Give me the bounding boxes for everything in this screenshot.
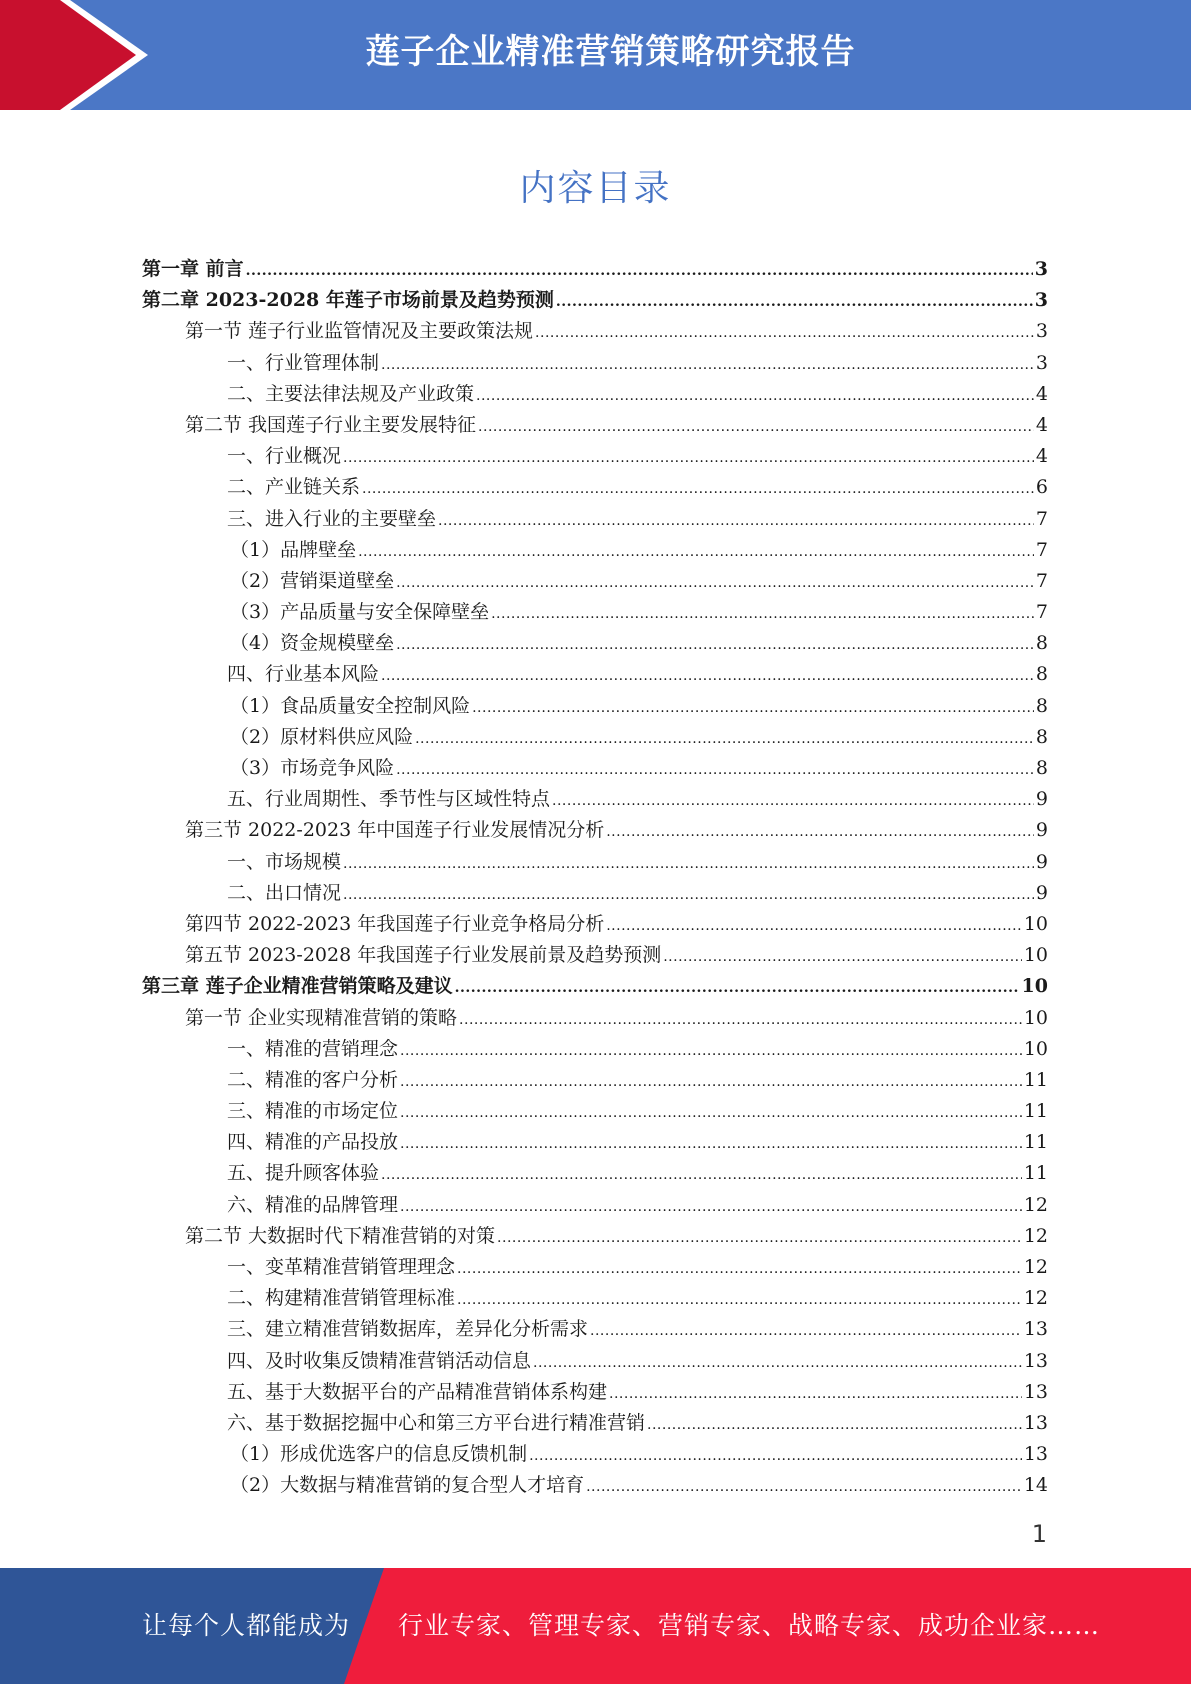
toc-entry-title: （1）食品质量安全控制风险 (230, 694, 471, 717)
toc-entry-title: 第五节 2023-2028 年我国莲子行业发展前景及趋势预测 (185, 944, 662, 967)
dot-leader (609, 1386, 1022, 1402)
toc-entry-title: 第一节 莲子行业监管情况及主要政策法规 (185, 320, 534, 343)
toc-entry-title: 二、构建精准营销管理标准 (227, 1287, 456, 1310)
toc-entry-page: 10 (1023, 1037, 1048, 1060)
toc-entry-page: 6 (1035, 476, 1048, 499)
toc-entry[interactable] (142, 285, 1048, 316)
toc-entry[interactable] (142, 878, 1048, 909)
footer-slogan-right: 行业专家、管理专家、营销专家、战略专家、成功企业家…… (398, 1611, 1101, 1640)
toc-entry-page: 3 (1034, 289, 1048, 312)
dot-leader (246, 263, 1033, 279)
dot-leader (556, 294, 1033, 310)
toc-entry-title: 三、精准的市场定位 (227, 1100, 399, 1123)
toc-entry-title: 第二节 大数据时代下精准营销的对策 (185, 1224, 496, 1247)
toc-entry-title: 五、行业周期性、季节性与区域性特点 (227, 788, 551, 811)
toc-entry[interactable] (142, 1158, 1048, 1189)
toc-entry[interactable] (142, 472, 1048, 503)
dot-leader (381, 668, 1034, 684)
toc-entry-title: 二、产业链关系 (227, 476, 361, 499)
toc-entry-title: 五、基于大数据平台的产品精准营销体系构建 (227, 1380, 608, 1403)
toc-entry[interactable] (142, 1034, 1048, 1065)
toc-entry[interactable] (142, 1065, 1048, 1096)
toc-entry-title: （2）大数据与精准营销的复合型人才培育 (230, 1474, 585, 1497)
toc-entry-title: 一、市场规模 (227, 850, 342, 873)
table-of-contents (142, 254, 1048, 1502)
toc-entry-page: 3 (1035, 351, 1048, 374)
toc-entry[interactable] (142, 1221, 1048, 1252)
dot-leader (343, 450, 1034, 466)
toc-entry-title: 第三节 2022-2023 年中国莲子行业发展情况分析 (185, 819, 605, 842)
toc-entry[interactable] (142, 1127, 1048, 1158)
dot-leader (400, 1043, 1022, 1059)
toc-entry-title: 一、行业概况 (227, 445, 342, 468)
toc-entry-title: 六、基于数据挖掘中心和第三方平台进行精准营销 (227, 1411, 646, 1434)
toc-entry[interactable] (142, 1190, 1048, 1221)
toc-entry-title: （3）市场竞争风险 (230, 757, 395, 779)
toc-entry[interactable] (142, 909, 1048, 940)
toc-entry-page: 11 (1023, 1068, 1048, 1091)
toc-entry[interactable] (142, 1314, 1048, 1345)
toc-entry-page: 11 (1023, 1162, 1048, 1185)
header-banner (0, 0, 1191, 110)
dot-leader (438, 513, 1034, 529)
toc-entry-page: 7 (1035, 538, 1048, 561)
dot-leader (358, 544, 1034, 560)
toc-entry-title: （1）形成优选客户的信息反馈机制 (230, 1443, 528, 1466)
dot-leader (457, 1261, 1022, 1277)
dot-leader (497, 1230, 1022, 1246)
footer-banner (0, 1568, 1191, 1684)
toc-entry-title: 二、精准的客户分析 (227, 1068, 399, 1091)
toc-entry-page: 8 (1035, 725, 1048, 748)
report-title: 莲子企业精准营销策略研究报告 (365, 32, 856, 72)
toc-entry-title: （4）资金规模壁垒 (230, 632, 395, 655)
toc-entry-page: 3 (1034, 258, 1048, 280)
dot-leader (586, 1479, 1022, 1495)
toc-entry-title: 一、精准的营销理念 (227, 1037, 399, 1060)
toc-entry-title: 第二节 我国莲子行业主要发展特征 (185, 413, 477, 436)
toc-entry-title: 四、及时收集反馈精准营销活动信息 (227, 1349, 532, 1372)
toc-entry-page: 13 (1023, 1443, 1048, 1466)
toc-entry[interactable] (142, 254, 1048, 285)
toc-entry-page: 7 (1035, 601, 1048, 624)
toc-entry[interactable] (142, 847, 1048, 878)
toc-entry-title: 四、精准的产品投放 (227, 1131, 399, 1154)
toc-entry-title: （2）原材料供应风险 (230, 725, 414, 748)
toc-entry[interactable] (142, 535, 1048, 566)
toc-entry-page: 10 (1023, 1006, 1048, 1029)
toc-entry-title: 二、出口情况 (227, 881, 342, 904)
toc-entry-title: 一、变革精准营销管理理念 (227, 1256, 456, 1278)
toc-entry-title: 第三章 莲子企业精准营销策略及建议 (142, 975, 453, 998)
toc-entry-page: 11 (1023, 1131, 1048, 1154)
toc-entry[interactable] (142, 784, 1048, 815)
toc-entry[interactable] (142, 691, 1048, 722)
dot-leader (381, 1167, 1022, 1183)
toc-entry-page: 7 (1035, 507, 1048, 530)
toc-entry-page: 10 (1023, 944, 1048, 967)
toc-entry[interactable] (142, 1283, 1048, 1314)
toc-entry-page: 9 (1035, 819, 1048, 842)
dot-leader (535, 325, 1034, 341)
toc-entry-title: （3）产品质量与安全保障壁垒 (230, 601, 490, 624)
dot-leader (396, 575, 1034, 591)
toc-entry[interactable] (142, 441, 1048, 472)
toc-entry[interactable] (142, 1439, 1048, 1470)
toc-entry[interactable] (142, 628, 1048, 659)
toc-entry-page: 12 (1023, 1256, 1048, 1278)
dot-leader (400, 1105, 1022, 1121)
toc-entry-page: 4 (1035, 413, 1048, 436)
toc-entry-page: 9 (1035, 788, 1048, 811)
dot-leader (343, 856, 1034, 872)
dot-leader (459, 1012, 1022, 1028)
toc-entry-page: 11 (1023, 1100, 1048, 1123)
dot-leader (529, 1448, 1022, 1464)
dot-leader (400, 1199, 1022, 1215)
toc-entry[interactable] (142, 1252, 1048, 1283)
toc-entry-page: 8 (1035, 694, 1048, 717)
toc-entry[interactable] (142, 753, 1048, 784)
toc-entry-page: 13 (1023, 1411, 1048, 1434)
toc-entry[interactable] (142, 410, 1048, 441)
dot-leader (663, 949, 1022, 965)
toc-entry-title: 第一章 前言 (142, 258, 244, 280)
toc-heading: 内容目录 (519, 168, 672, 209)
dot-leader (476, 388, 1034, 404)
toc-entry-page: 10 (1021, 975, 1048, 998)
dot-leader (396, 762, 1034, 778)
toc-entry-title: 六、精准的品牌管理 (227, 1193, 399, 1216)
toc-entry[interactable] (142, 659, 1048, 690)
toc-entry[interactable] (142, 1408, 1048, 1439)
toc-entry[interactable] (142, 1096, 1048, 1127)
toc-entry[interactable] (142, 815, 1048, 846)
toc-entry-title: 三、建立精准营销数据库，差异化分析需求 (227, 1318, 589, 1341)
toc-entry-title: 一、行业管理体制 (227, 351, 380, 374)
dot-leader (647, 1417, 1022, 1433)
dot-leader (472, 700, 1034, 716)
toc-entry[interactable] (142, 1377, 1048, 1408)
toc-entry[interactable] (142, 316, 1048, 347)
toc-entry-page: 12 (1023, 1193, 1048, 1216)
toc-entry-title: 第四节 2022-2023 年我国莲子行业竞争格局分析 (185, 912, 605, 935)
dot-leader (381, 357, 1034, 373)
toc-entry-title: （2）营销渠道壁垒 (230, 569, 395, 592)
toc-entry[interactable] (142, 971, 1048, 1002)
toc-entry-page: 3 (1035, 320, 1048, 343)
toc-entry-page: 7 (1035, 569, 1048, 592)
toc-entry[interactable] (142, 597, 1048, 628)
dot-leader (457, 1292, 1022, 1308)
toc-entry[interactable] (142, 348, 1048, 379)
toc-entry-title: 第一节 企业实现精准营销的策略 (185, 1006, 458, 1029)
dot-leader (396, 637, 1034, 653)
toc-entry[interactable] (142, 379, 1048, 410)
toc-entry[interactable] (142, 566, 1048, 597)
footer-slogan-left: 让每个人都能成为 (142, 1611, 351, 1640)
toc-entry-title: 五、提升顾客体验 (227, 1162, 380, 1185)
toc-entry-page: 12 (1023, 1287, 1048, 1310)
dot-leader (362, 481, 1034, 497)
dot-leader (455, 980, 1020, 996)
toc-entry-title: 二、主要法律法规及产业政策 (227, 382, 475, 405)
page-number: 1 (1031, 1520, 1047, 1548)
toc-entry[interactable] (142, 1346, 1048, 1377)
toc-entry-page: 8 (1035, 663, 1048, 686)
dot-leader (415, 731, 1034, 747)
toc-entry-title: （1）品牌壁垒 (230, 538, 357, 561)
toc-entry[interactable] (142, 504, 1048, 535)
toc-entry-title: 三、进入行业的主要壁垒 (227, 507, 437, 530)
dot-leader (533, 1355, 1022, 1371)
toc-entry[interactable] (142, 940, 1048, 971)
dot-leader (552, 793, 1034, 809)
toc-entry-page: 10 (1023, 912, 1048, 935)
toc-entry-page: 4 (1035, 445, 1048, 468)
toc-entry-page: 8 (1035, 632, 1048, 655)
dot-leader (400, 1136, 1022, 1152)
dot-leader (606, 824, 1034, 840)
dot-leader (590, 1323, 1022, 1339)
toc-entry-page: 8 (1035, 757, 1048, 779)
dot-leader (478, 419, 1034, 435)
toc-entry[interactable] (142, 1003, 1048, 1034)
toc-entry-page: 13 (1023, 1349, 1048, 1372)
toc-entry-page: 9 (1035, 881, 1048, 904)
dot-leader (606, 918, 1022, 934)
toc-entry-page: 9 (1035, 850, 1048, 873)
dot-leader (491, 606, 1034, 622)
toc-entry-page: 13 (1023, 1318, 1048, 1341)
toc-entry-title: 第二章 2023-2028 年莲子市场前景及趋势预测 (142, 289, 554, 312)
toc-entry-page: 14 (1023, 1474, 1048, 1497)
toc-entry-title: 四、行业基本风险 (227, 663, 380, 686)
toc-entry-page: 4 (1035, 382, 1048, 405)
dot-leader (400, 1074, 1022, 1090)
toc-entry[interactable] (142, 722, 1048, 753)
toc-entry-page: 12 (1023, 1224, 1048, 1247)
dot-leader (343, 887, 1034, 903)
toc-entry[interactable] (142, 1470, 1048, 1501)
toc-entry-page: 13 (1023, 1380, 1048, 1403)
